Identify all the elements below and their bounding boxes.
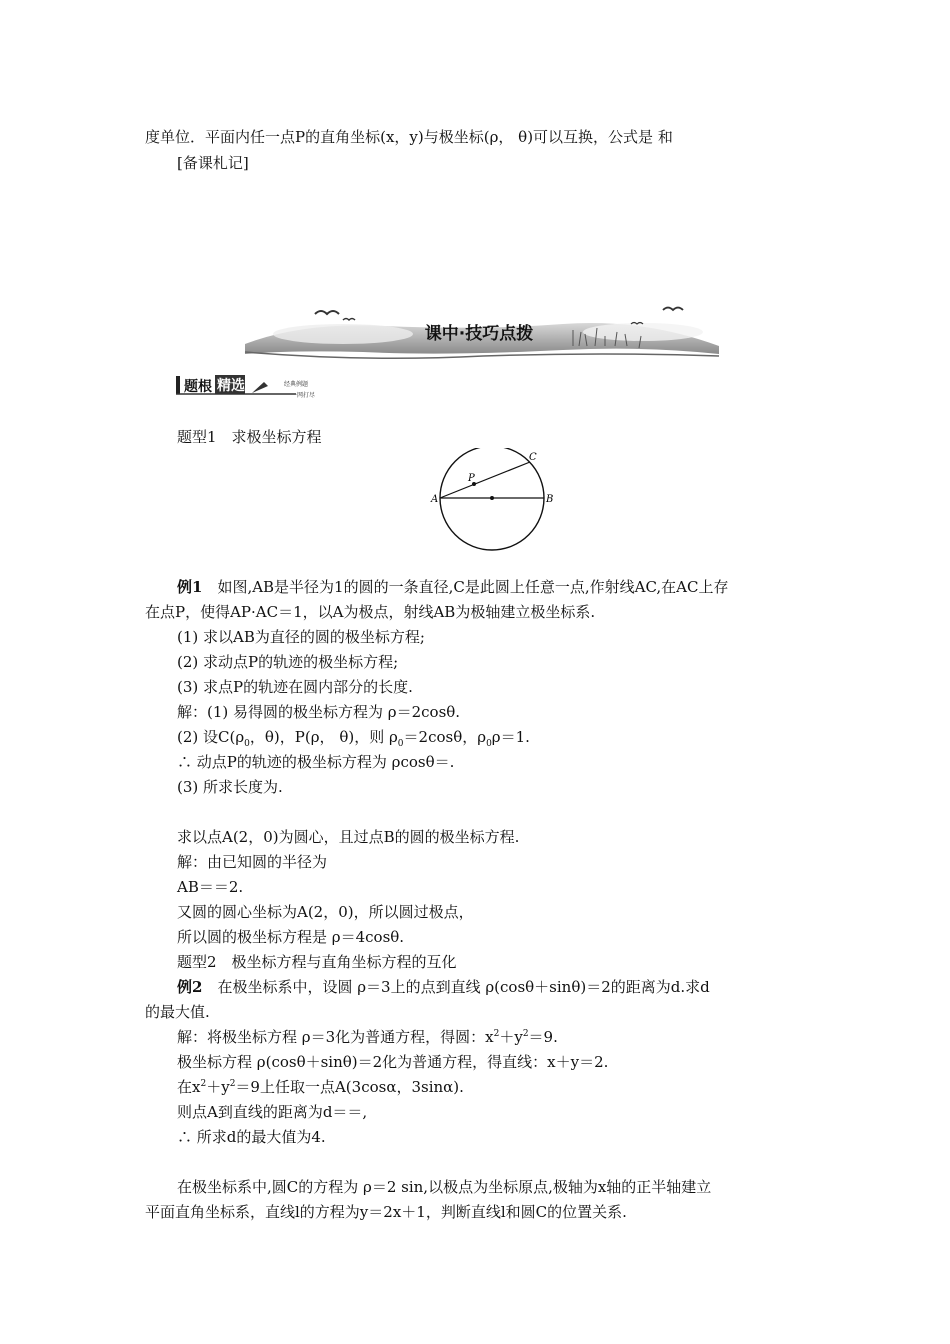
solution2-line5: ∴ 所求d的最大值为4. xyxy=(177,1128,326,1146)
banner-title: 课中·技巧点拨 xyxy=(424,324,534,344)
type1-title: 题型1 求极坐标方程 xyxy=(177,428,322,446)
solution1-line1: 解：(1) 易得圆的极坐标方程为 ρ＝2cosθ. xyxy=(177,703,461,721)
solution1-line2: (2) 设$C(\rho_0$，θ)，P(ρ， θ)，则 $\rho_0=2\cos\theta$，$\rho_0\rho=1$. xyxy=(177,728,530,749)
practice2-line1: 在极坐标系中,圆C的方程为 ρ＝2 sin,以极点为坐标原点,极轴为x轴的正半轴建立 xyxy=(177,1178,712,1196)
intro-line: 度单位．平面内任一点P的直角坐标(x，y)与极坐标(ρ， θ)可以互换，公式是 和 xyxy=(145,128,673,146)
tag-sub2: 一网打尽 xyxy=(291,392,316,399)
solution2-line4: 则点A到直线的距离为d＝＝, xyxy=(177,1103,368,1121)
question-2: (2) 求动点P的轨迹的极坐标方程; xyxy=(177,653,399,671)
question-3: (3) 求点P的轨迹在圆内部分的长度. xyxy=(177,678,413,696)
example1-line1 xyxy=(177,577,728,597)
center-dot xyxy=(490,496,494,500)
notes-label: [备课札记] xyxy=(177,154,249,172)
example2-line2: 的最大值. xyxy=(145,1003,210,1021)
solution1-line3: ∴ 动点P的轨迹的极坐标方程为 ρcosθ＝. xyxy=(177,753,455,771)
example2-text1: 在极坐标系中，设圆 ρ＝3上的点到直线 ρ(cosθ＋sinθ)＝2的距离为d.求d xyxy=(202,978,710,996)
type2-title: 题型2 极坐标方程与直角坐标方程的互化 xyxy=(177,953,457,971)
label-p: P xyxy=(468,473,475,484)
solution2-line1: 解：将极坐标方程 ρ＝3化为普通方程，得圆：$x^2+y^2=9$. xyxy=(177,1028,558,1046)
practice1-solution1: 解：由已知圆的半径为 xyxy=(177,853,328,871)
example1-text1: 如图,AB是半径为1的圆的一条直径,C是此圆上任意一点,作射线AC,在AC上存 xyxy=(202,578,729,596)
solution2-line2: 极坐标方程 ρ(cosθ＋sinθ)＝2化为普通方程，得直线：x＋y＝2. xyxy=(177,1053,609,1071)
practice1-question: 求以点A(2，0)为圆心，且过点B的圆的极坐标方程. xyxy=(177,828,520,846)
practice1-solution2: AB＝＝2. xyxy=(177,878,244,896)
section-banner xyxy=(243,296,721,366)
label-b: B xyxy=(546,494,554,505)
tag-label-b: 精选 xyxy=(217,378,245,394)
example1-line2: 在点P，使得AP·AC＝1，以A为极点，射线AB为极轴建立极坐标系. xyxy=(145,603,596,621)
example2-line1 xyxy=(177,977,710,997)
tag-header xyxy=(176,372,366,402)
solution2-line3: 在$x^2+y^2=9$上任取一点A(3cosα，3sinα). xyxy=(177,1078,464,1096)
ray-ac xyxy=(440,462,530,498)
label-a: A xyxy=(431,494,439,505)
circle-figure xyxy=(428,448,558,556)
practice1-solution3: 又圆的圆心坐标为A(2，0)，所以圆过极点， xyxy=(177,903,474,921)
bird-icon xyxy=(315,311,339,314)
solution1-line4: (3) 所求长度为. xyxy=(177,778,283,796)
label-c: C xyxy=(529,452,537,463)
banner-landscape-icon xyxy=(243,296,721,366)
practice1-solution4: 所以圆的极坐标方程是 ρ＝4cosθ. xyxy=(177,928,405,946)
example1-label: 例1 xyxy=(177,578,203,596)
practice2-line2: 平面直角坐标系，直线l的方程为y＝2x＋1，判断直线l和圆C的位置关系. xyxy=(145,1203,627,1221)
star-icon xyxy=(252,382,268,393)
tag-label-a: 题根 xyxy=(184,379,212,395)
question-1: (1) 求以AB为直径的圆的极坐标方程; xyxy=(177,628,425,646)
example2-label: 例2 xyxy=(177,978,203,996)
tag-sub1: 经典例题 xyxy=(284,381,309,388)
